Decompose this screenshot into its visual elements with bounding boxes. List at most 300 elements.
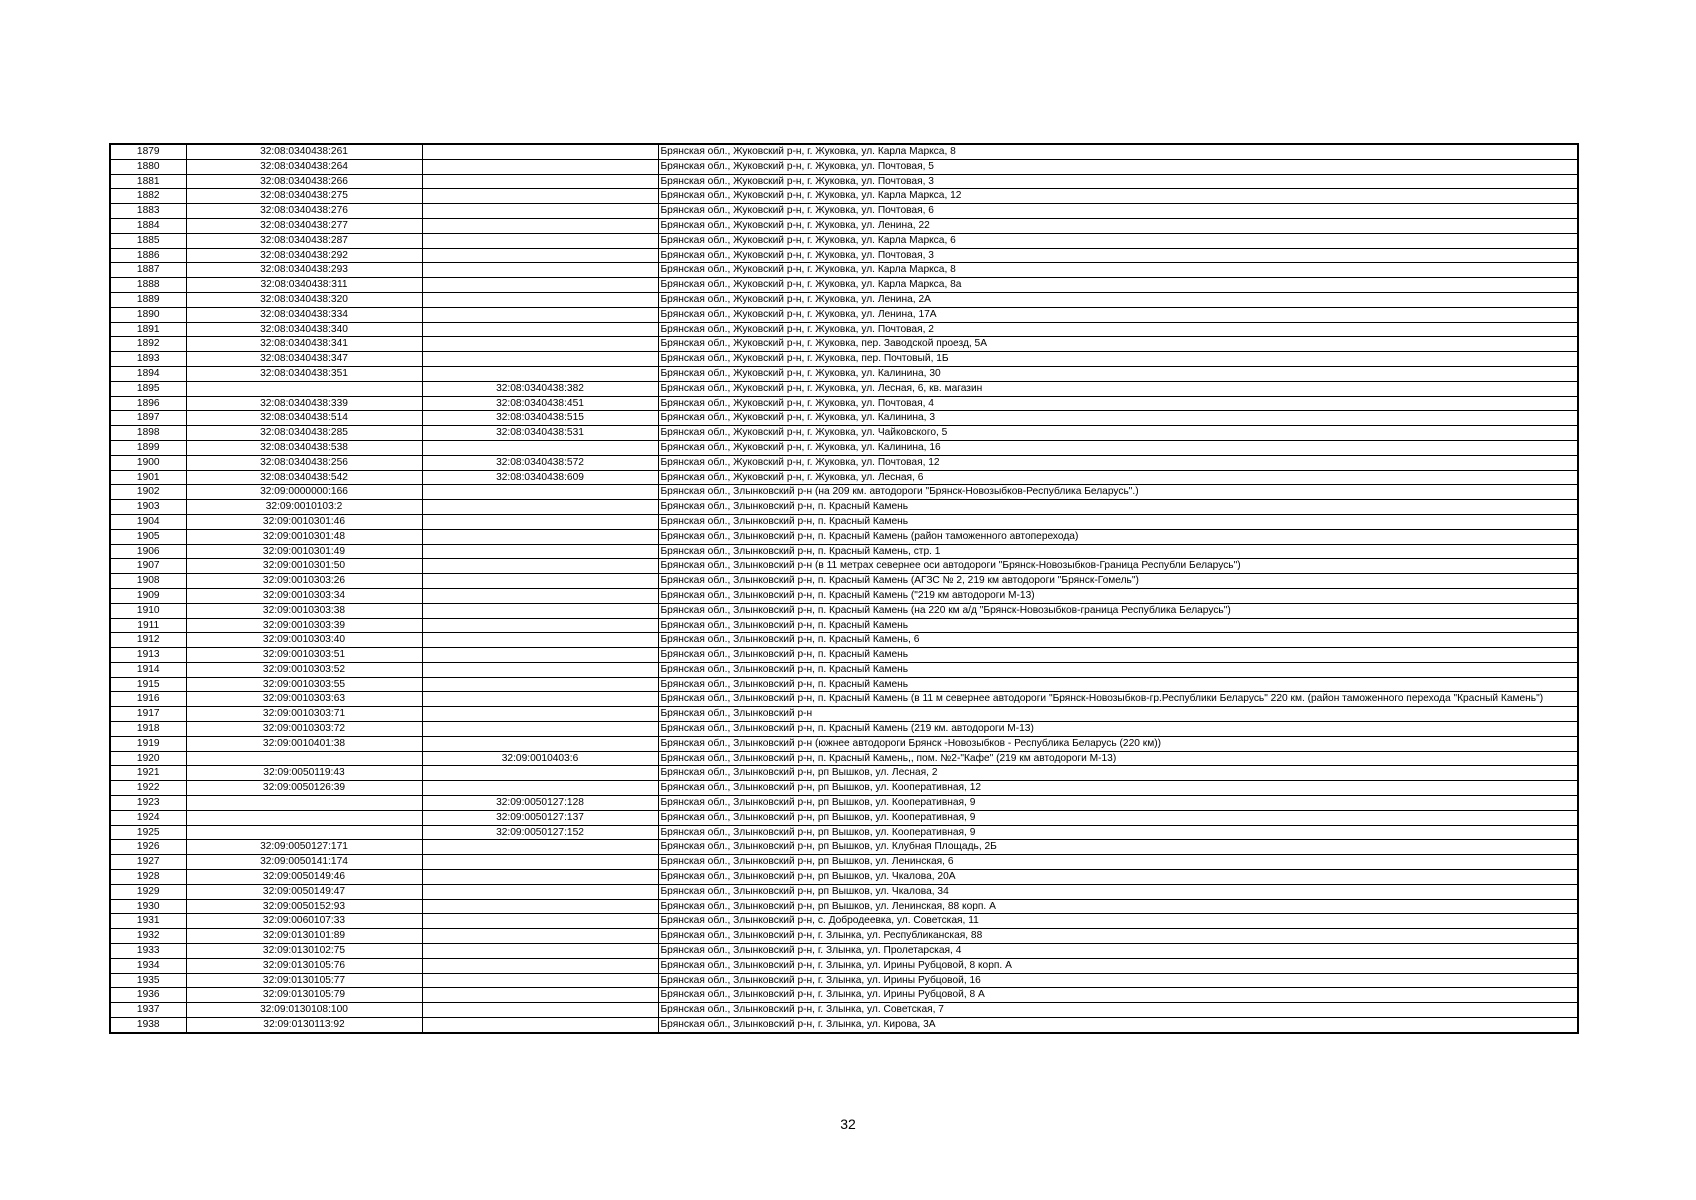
address-cell: Брянская обл., Жуковский р-н, г. Жуковка, ул. Карла Маркса, 8 <box>658 144 1578 159</box>
row-number-cell: 1914 <box>110 662 186 677</box>
address-cell: Брянская обл., Злынковский р-н, г. Злынка, ул. Ирины Рубцовой, 16 <box>658 973 1578 988</box>
table-row <box>110 144 1578 159</box>
row-number-cell: 1918 <box>110 722 186 737</box>
address-cell: Брянская обл., Злынковский р-н, рп Вышков, ул. Чкалова, 34 <box>658 884 1578 899</box>
table-row <box>110 736 1578 751</box>
cadastral-number-cell: 32:09:0130105:76 <box>186 958 422 973</box>
row-number-cell: 1897 <box>110 411 186 426</box>
address-cell: Брянская обл., Жуковский р-н, г. Жуковка, ул. Почтовая, 3 <box>658 174 1578 189</box>
related-cadastral-number-cell: 32:09:0050127:152 <box>422 825 658 840</box>
address-cell: Брянская обл., Злынковский р-н, рп Вышков, ул. Клубная Площадь, 2Б <box>658 840 1578 855</box>
address-cell: Брянская обл., Жуковский р-н, г. Жуковка, ул. Ленина, 22 <box>658 218 1578 233</box>
table-row <box>110 766 1578 781</box>
address-cell: Брянская обл., Злынковский р-н, п. Красный Камень <box>658 500 1578 515</box>
table-row <box>110 278 1578 293</box>
cadastral-number-cell: 32:08:0340438:276 <box>186 204 422 219</box>
row-number-cell: 1932 <box>110 929 186 944</box>
cadastral-number-cell: 32:08:0340438:287 <box>186 233 422 248</box>
table-row <box>110 233 1578 248</box>
row-number-cell: 1910 <box>110 603 186 618</box>
address-cell: Брянская обл., Жуковский р-н, г. Жуковка, ул. Почтовая, 4 <box>658 396 1578 411</box>
address-cell: Брянская обл., Злынковский р-н (южнее автодороги Брянск -Новозыбков - Республика Беларусь (220 км)) <box>658 736 1578 751</box>
table-row <box>110 1018 1578 1033</box>
cadastral-number-cell: 32:08:0340438:285 <box>186 426 422 441</box>
related-cadastral-number-cell <box>422 233 658 248</box>
cadastral-number-cell <box>186 796 422 811</box>
table-row <box>110 692 1578 707</box>
cadastral-number-cell: 32:08:0340438:514 <box>186 411 422 426</box>
table-row <box>110 618 1578 633</box>
related-cadastral-number-cell: 32:09:0050127:128 <box>422 796 658 811</box>
table-row <box>110 988 1578 1003</box>
cadastral-number-cell: 32:09:0050126:39 <box>186 781 422 796</box>
cadastral-number-cell: 32:09:0000000:166 <box>186 485 422 500</box>
row-number-cell: 1930 <box>110 899 186 914</box>
address-cell: Брянская обл., Жуковский р-н, г. Жуковка, ул. Карла Маркса, 8а <box>658 278 1578 293</box>
table-row <box>110 352 1578 367</box>
table-row <box>110 485 1578 500</box>
related-cadastral-number-cell <box>422 973 658 988</box>
cadastral-number-cell: 32:08:0340438:311 <box>186 278 422 293</box>
related-cadastral-number-cell <box>422 352 658 367</box>
table-row <box>110 603 1578 618</box>
related-cadastral-number-cell <box>422 189 658 204</box>
table-row <box>110 796 1578 811</box>
row-number-cell: 1938 <box>110 1018 186 1033</box>
related-cadastral-number-cell <box>422 988 658 1003</box>
cadastral-number-cell: 32:08:0340438:256 <box>186 455 422 470</box>
row-number-cell: 1927 <box>110 855 186 870</box>
table-row <box>110 855 1578 870</box>
related-cadastral-number-cell <box>422 218 658 233</box>
related-cadastral-number-cell <box>422 337 658 352</box>
table-row <box>110 899 1578 914</box>
related-cadastral-number-cell <box>422 559 658 574</box>
related-cadastral-number-cell: 32:08:0340438:572 <box>422 455 658 470</box>
related-cadastral-number-cell <box>422 707 658 722</box>
cadastral-number-cell: 32:09:0010301:50 <box>186 559 422 574</box>
row-number-cell: 1922 <box>110 781 186 796</box>
row-number-cell: 1935 <box>110 973 186 988</box>
related-cadastral-number-cell <box>422 958 658 973</box>
row-number-cell: 1881 <box>110 174 186 189</box>
cadastral-number-cell: 32:08:0340438:292 <box>186 248 422 263</box>
related-cadastral-number-cell: 32:08:0340438:451 <box>422 396 658 411</box>
related-cadastral-number-cell <box>422 440 658 455</box>
address-cell: Брянская обл., Злынковский р-н, г. Злынка, ул. Кирова, 3А <box>658 1018 1578 1033</box>
cadastral-number-cell <box>186 810 422 825</box>
related-cadastral-number-cell <box>422 648 658 663</box>
address-cell: Брянская обл., Жуковский р-н, г. Жуковка, ул. Почтовая, 5 <box>658 159 1578 174</box>
table-row <box>110 514 1578 529</box>
related-cadastral-number-cell <box>422 292 658 307</box>
cadastral-number-cell: 32:08:0340438:339 <box>186 396 422 411</box>
table-row <box>110 381 1578 396</box>
related-cadastral-number-cell: 32:09:0050127:137 <box>422 810 658 825</box>
table-row <box>110 958 1578 973</box>
related-cadastral-number-cell <box>422 529 658 544</box>
table-row <box>110 870 1578 885</box>
table-row <box>110 337 1578 352</box>
address-cell: Брянская обл., Злынковский р-н <box>658 707 1578 722</box>
cadastral-number-cell <box>186 825 422 840</box>
address-cell: Брянская обл., Жуковский р-н, г. Жуковка, ул. Калинина, 16 <box>658 440 1578 455</box>
row-number-cell: 1920 <box>110 751 186 766</box>
table-row <box>110 781 1578 796</box>
row-number-cell: 1888 <box>110 278 186 293</box>
row-number-cell: 1912 <box>110 633 186 648</box>
cadastral-number-cell <box>186 751 422 766</box>
cadastral-number-cell: 32:09:0010301:49 <box>186 544 422 559</box>
cadastral-number-cell: 32:09:0010303:26 <box>186 574 422 589</box>
cadastral-number-cell: 32:09:0130101:89 <box>186 929 422 944</box>
cadastral-number-cell: 32:09:0010303:52 <box>186 662 422 677</box>
related-cadastral-number-cell <box>422 781 658 796</box>
row-number-cell: 1889 <box>110 292 186 307</box>
table-row <box>110 884 1578 899</box>
table-row <box>110 677 1578 692</box>
related-cadastral-number-cell <box>422 618 658 633</box>
related-cadastral-number-cell <box>422 204 658 219</box>
table-row <box>110 662 1578 677</box>
related-cadastral-number-cell <box>422 366 658 381</box>
cadastral-number-cell: 32:08:0340438:341 <box>186 337 422 352</box>
cadastral-number-cell: 32:09:0010301:48 <box>186 529 422 544</box>
row-number-cell: 1901 <box>110 470 186 485</box>
row-number-cell: 1884 <box>110 218 186 233</box>
cadastral-number-cell: 32:09:0010103:2 <box>186 500 422 515</box>
row-number-cell: 1895 <box>110 381 186 396</box>
related-cadastral-number-cell <box>422 884 658 899</box>
address-cell: Брянская обл., Жуковский р-н, г. Жуковка, ул. Лесная, 6, кв. магазин <box>658 381 1578 396</box>
table-row <box>110 366 1578 381</box>
related-cadastral-number-cell <box>422 633 658 648</box>
registry-table <box>109 143 1579 1034</box>
row-number-cell: 1924 <box>110 810 186 825</box>
cadastral-number-cell: 32:08:0340438:351 <box>186 366 422 381</box>
cadastral-number-cell: 32:09:0010303:71 <box>186 707 422 722</box>
row-number-cell: 1900 <box>110 455 186 470</box>
table-row <box>110 588 1578 603</box>
address-cell: Брянская обл., Злынковский р-н, п. Красный Камень <box>658 662 1578 677</box>
address-cell: Брянская обл., Злынковский р-н (на 209 км. автодороги "Брянск-Новозыбков-Республика Беларусь".) <box>658 485 1578 500</box>
row-number-cell: 1904 <box>110 514 186 529</box>
table-row <box>110 440 1578 455</box>
related-cadastral-number-cell <box>422 1018 658 1033</box>
row-number-cell: 1891 <box>110 322 186 337</box>
table-row <box>110 574 1578 589</box>
row-number-cell: 1933 <box>110 944 186 959</box>
row-number-cell: 1929 <box>110 884 186 899</box>
cadastral-number-cell: 32:09:0010303:51 <box>186 648 422 663</box>
address-cell: Брянская обл., Жуковский р-н, г. Жуковка, ул. Калинина, 30 <box>658 366 1578 381</box>
address-cell: Брянская обл., Злынковский р-н, г. Злынка, ул. Ирины Рубцовой, 8 А <box>658 988 1578 1003</box>
row-number-cell: 1909 <box>110 588 186 603</box>
address-cell: Брянская обл., Злынковский р-н, рп Вышков, ул. Ленинская, 88 корп. А <box>658 899 1578 914</box>
cadastral-number-cell: 32:08:0340438:264 <box>186 159 422 174</box>
row-number-cell: 1906 <box>110 544 186 559</box>
related-cadastral-number-cell: 32:08:0340438:531 <box>422 426 658 441</box>
table-row <box>110 322 1578 337</box>
cadastral-number-cell: 32:09:0010303:40 <box>186 633 422 648</box>
table-row <box>110 248 1578 263</box>
table-row <box>110 914 1578 929</box>
row-number-cell: 1880 <box>110 159 186 174</box>
related-cadastral-number-cell <box>422 485 658 500</box>
address-cell: Брянская обл., Жуковский р-н, г. Жуковка, ул. Карла Маркса, 12 <box>658 189 1578 204</box>
table-row <box>110 973 1578 988</box>
related-cadastral-number-cell <box>422 588 658 603</box>
related-cadastral-number-cell <box>422 263 658 278</box>
row-number-cell: 1915 <box>110 677 186 692</box>
table-row <box>110 470 1578 485</box>
address-cell: Брянская обл., Жуковский р-н, г. Жуковка, ул. Почтовая, 2 <box>658 322 1578 337</box>
table-row <box>110 633 1578 648</box>
address-cell: Брянская обл., Жуковский р-н, г. Жуковка, пер. Почтовый, 1Б <box>658 352 1578 367</box>
cadastral-number-cell: 32:09:0010401:38 <box>186 736 422 751</box>
table-row <box>110 944 1578 959</box>
table-row <box>110 159 1578 174</box>
cadastral-number-cell: 32:08:0340438:277 <box>186 218 422 233</box>
cadastral-number-cell: 32:09:0010303:72 <box>186 722 422 737</box>
row-number-cell: 1885 <box>110 233 186 248</box>
cadastral-number-cell: 32:09:0010303:39 <box>186 618 422 633</box>
address-cell: Брянская обл., Злынковский р-н, г. Злынка, ул. Советская, 7 <box>658 1003 1578 1018</box>
related-cadastral-number-cell <box>422 307 658 322</box>
address-cell: Брянская обл., Злынковский р-н, п. Красный Камень ("219 км автодороги М-13) <box>658 588 1578 603</box>
row-number-cell: 1903 <box>110 500 186 515</box>
page-number: 32 <box>840 1116 856 1132</box>
address-cell: Брянская обл., Злынковский р-н, п. Красный Камень,, пом. №2-"Кафе" (219 км автодороги М-13) <box>658 751 1578 766</box>
related-cadastral-number-cell <box>422 855 658 870</box>
address-cell: Брянская обл., Злынковский р-н, п. Красный Камень <box>658 514 1578 529</box>
address-cell: Брянская обл., Злынковский р-н, п. Красный Камень (на 220 км а/д "Брянск-Новозыбков-граница Республика Беларусь") <box>658 603 1578 618</box>
related-cadastral-number-cell <box>422 544 658 559</box>
cadastral-number-cell: 32:09:0050127:171 <box>186 840 422 855</box>
address-cell: Брянская обл., Злынковский р-н, п. Красный Камень <box>658 677 1578 692</box>
address-cell: Брянская обл., Жуковский р-н, г. Жуковка, ул. Почтовая, 6 <box>658 204 1578 219</box>
address-cell: Брянская обл., Жуковский р-н, г. Жуковка, ул. Карла Маркса, 8 <box>658 263 1578 278</box>
row-number-cell: 1879 <box>110 144 186 159</box>
related-cadastral-number-cell <box>422 899 658 914</box>
table-row <box>110 529 1578 544</box>
related-cadastral-number-cell <box>422 159 658 174</box>
row-number-cell: 1893 <box>110 352 186 367</box>
table-row <box>110 292 1578 307</box>
row-number-cell: 1907 <box>110 559 186 574</box>
row-number-cell: 1890 <box>110 307 186 322</box>
table-row <box>110 722 1578 737</box>
address-cell: Брянская обл., Жуковский р-н, г. Жуковка, пер. Заводской проезд, 5А <box>658 337 1578 352</box>
related-cadastral-number-cell <box>422 322 658 337</box>
cadastral-number-cell: 32:09:0130105:77 <box>186 973 422 988</box>
cadastral-number-cell: 32:08:0340438:538 <box>186 440 422 455</box>
related-cadastral-number-cell <box>422 736 658 751</box>
row-number-cell: 1921 <box>110 766 186 781</box>
cadastral-number-cell: 32:08:0340438:334 <box>186 307 422 322</box>
related-cadastral-number-cell <box>422 500 658 515</box>
cadastral-number-cell: 32:09:0050149:46 <box>186 870 422 885</box>
table-row <box>110 307 1578 322</box>
table-row <box>110 840 1578 855</box>
address-cell: Брянская обл., Злынковский р-н, п. Красный Камень <box>658 648 1578 663</box>
row-number-cell: 1917 <box>110 707 186 722</box>
cadastral-number-cell: 32:08:0340438:275 <box>186 189 422 204</box>
related-cadastral-number-cell <box>422 766 658 781</box>
table-row <box>110 648 1578 663</box>
cadastral-number-cell: 32:09:0130102:75 <box>186 944 422 959</box>
row-number-cell: 1899 <box>110 440 186 455</box>
row-number-cell: 1911 <box>110 618 186 633</box>
address-cell: Брянская обл., Жуковский р-н, г. Жуковка, ул. Чайковского, 5 <box>658 426 1578 441</box>
cadastral-number-cell: 32:08:0340438:293 <box>186 263 422 278</box>
row-number-cell: 1908 <box>110 574 186 589</box>
related-cadastral-number-cell <box>422 144 658 159</box>
row-number-cell: 1892 <box>110 337 186 352</box>
row-number-cell: 1919 <box>110 736 186 751</box>
row-number-cell: 1931 <box>110 914 186 929</box>
cadastral-number-cell: 32:09:0050119:43 <box>186 766 422 781</box>
table-row <box>110 1003 1578 1018</box>
row-number-cell: 1916 <box>110 692 186 707</box>
row-number-cell: 1902 <box>110 485 186 500</box>
table-row <box>110 544 1578 559</box>
address-cell: Брянская обл., Злынковский р-н, г. Злынка, ул. Пролетарская, 4 <box>658 944 1578 959</box>
row-number-cell: 1936 <box>110 988 186 1003</box>
related-cadastral-number-cell <box>422 514 658 529</box>
cadastral-number-cell: 32:09:0010301:46 <box>186 514 422 529</box>
related-cadastral-number-cell <box>422 944 658 959</box>
related-cadastral-number-cell <box>422 722 658 737</box>
address-cell: Брянская обл., Жуковский р-н, г. Жуковка, ул. Калинина, 3 <box>658 411 1578 426</box>
row-number-cell: 1928 <box>110 870 186 885</box>
row-number-cell: 1934 <box>110 958 186 973</box>
cadastral-number-cell: 32:08:0340438:266 <box>186 174 422 189</box>
address-cell: Брянская обл., Злынковский р-н, п. Красный Камень, стр. 1 <box>658 544 1578 559</box>
address-cell: Брянская обл., Злынковский р-н, с. Добродеевка, ул. Советская, 11 <box>658 914 1578 929</box>
row-number-cell: 1926 <box>110 840 186 855</box>
table-row <box>110 411 1578 426</box>
cadastral-number-cell: 32:08:0340438:347 <box>186 352 422 367</box>
cadastral-number-cell <box>186 381 422 396</box>
related-cadastral-number-cell <box>422 574 658 589</box>
address-cell: Брянская обл., Злынковский р-н, п. Красный Камень, 6 <box>658 633 1578 648</box>
table-row <box>110 500 1578 515</box>
address-cell: Брянская обл., Злынковский р-н, г. Злынка, ул. Ирины Рубцовой, 8 корп. А <box>658 958 1578 973</box>
address-cell: Брянская обл., Злынковский р-н, рп Вышков, ул. Кооперативная, 9 <box>658 810 1578 825</box>
table-row <box>110 263 1578 278</box>
address-cell: Брянская обл., Жуковский р-н, г. Жуковка, ул. Карла Маркса, 6 <box>658 233 1578 248</box>
cadastral-number-cell: 32:08:0340438:261 <box>186 144 422 159</box>
table-row <box>110 174 1578 189</box>
address-cell: Брянская обл., Злынковский р-н, рп Вышков, ул. Ленинская, 6 <box>658 855 1578 870</box>
related-cadastral-number-cell: 32:08:0340438:515 <box>422 411 658 426</box>
related-cadastral-number-cell <box>422 662 658 677</box>
row-number-cell: 1882 <box>110 189 186 204</box>
cadastral-number-cell: 32:09:0050149:47 <box>186 884 422 899</box>
row-number-cell: 1913 <box>110 648 186 663</box>
related-cadastral-number-cell <box>422 278 658 293</box>
related-cadastral-number-cell <box>422 677 658 692</box>
address-cell: Брянская обл., Злынковский р-н, рп Вышков, ул. Кооперативная, 9 <box>658 825 1578 840</box>
address-cell: Брянская обл., Злынковский р-н, п. Красный Камень <box>658 618 1578 633</box>
address-cell: Брянская обл., Жуковский р-н, г. Жуковка, ул. Ленина, 17А <box>658 307 1578 322</box>
cadastral-number-cell: 32:08:0340438:340 <box>186 322 422 337</box>
related-cadastral-number-cell <box>422 692 658 707</box>
table-row <box>110 559 1578 574</box>
table-row <box>110 810 1578 825</box>
address-cell: Брянская обл., Злынковский р-н, г. Злынка, ул. Республиканская, 88 <box>658 929 1578 944</box>
table-row <box>110 929 1578 944</box>
cadastral-number-cell: 32:09:0050141:174 <box>186 855 422 870</box>
related-cadastral-number-cell <box>422 174 658 189</box>
related-cadastral-number-cell <box>422 870 658 885</box>
table-row <box>110 825 1578 840</box>
row-number-cell: 1937 <box>110 1003 186 1018</box>
cadastral-number-cell: 32:09:0010303:38 <box>186 603 422 618</box>
address-cell: Брянская обл., Жуковский р-н, г. Жуковка, ул. Лесная, 6 <box>658 470 1578 485</box>
address-cell: Брянская обл., Жуковский р-н, г. Жуковка, ул. Почтовая, 12 <box>658 455 1578 470</box>
related-cadastral-number-cell: 32:09:0010403:6 <box>422 751 658 766</box>
related-cadastral-number-cell <box>422 603 658 618</box>
address-cell: Брянская обл., Злынковский р-н, рп Вышков, ул. Лесная, 2 <box>658 766 1578 781</box>
address-cell: Брянская обл., Злынковский р-н, рп Вышков, ул. Чкалова, 20А <box>658 870 1578 885</box>
row-number-cell: 1923 <box>110 796 186 811</box>
related-cadastral-number-cell <box>422 914 658 929</box>
address-cell: Брянская обл., Злынковский р-н, рп Вышков, ул. Кооперативная, 9 <box>658 796 1578 811</box>
row-number-cell: 1886 <box>110 248 186 263</box>
cadastral-number-cell: 32:08:0340438:542 <box>186 470 422 485</box>
cadastral-number-cell: 32:09:0010303:63 <box>186 692 422 707</box>
row-number-cell: 1896 <box>110 396 186 411</box>
cadastral-number-cell: 32:09:0050152:93 <box>186 899 422 914</box>
related-cadastral-number-cell <box>422 840 658 855</box>
address-cell: Брянская обл., Злынковский р-н, п. Красный Камень (район таможенного автоперехода) <box>658 529 1578 544</box>
address-cell: Брянская обл., Злынковский р-н (в 11 метрах севернее оси автодороги "Брянск-Новозыбков-Граница Республи Беларусь") <box>658 559 1578 574</box>
table-row <box>110 189 1578 204</box>
row-number-cell: 1883 <box>110 204 186 219</box>
address-cell: Брянская обл., Жуковский р-н, г. Жуковка, ул. Ленина, 2А <box>658 292 1578 307</box>
cadastral-number-cell: 32:09:0130105:79 <box>186 988 422 1003</box>
cadastral-number-cell: 32:09:0130108:100 <box>186 1003 422 1018</box>
address-cell: Брянская обл., Злынковский р-н, п. Красный Камень (219 км. автодороги М-13) <box>658 722 1578 737</box>
row-number-cell: 1905 <box>110 529 186 544</box>
address-cell: Брянская обл., Жуковский р-н, г. Жуковка, ул. Почтовая, 3 <box>658 248 1578 263</box>
cadastral-number-cell: 32:08:0340438:320 <box>186 292 422 307</box>
related-cadastral-number-cell: 32:08:0340438:382 <box>422 381 658 396</box>
registry-table-body <box>110 144 1578 1033</box>
row-number-cell: 1887 <box>110 263 186 278</box>
cadastral-number-cell: 32:09:0060107:33 <box>186 914 422 929</box>
row-number-cell: 1894 <box>110 366 186 381</box>
table-row <box>110 751 1578 766</box>
row-number-cell: 1925 <box>110 825 186 840</box>
table-row <box>110 204 1578 219</box>
table-row <box>110 707 1578 722</box>
table-row <box>110 396 1578 411</box>
related-cadastral-number-cell <box>422 248 658 263</box>
table-row <box>110 218 1578 233</box>
cadastral-number-cell: 32:09:0010303:34 <box>186 588 422 603</box>
related-cadastral-number-cell <box>422 929 658 944</box>
address-cell: Брянская обл., Злынковский р-н, п. Красный Камень (в 11 м севернее автодороги "Брянск-Новозыбков-гр.Республики Беларусь" 220 км. (район таможенного перехода "Красный Камень") <box>658 692 1578 707</box>
cadastral-number-cell: 32:09:0130113:92 <box>186 1018 422 1033</box>
related-cadastral-number-cell <box>422 1003 658 1018</box>
related-cadastral-number-cell: 32:08:0340438:609 <box>422 470 658 485</box>
cadastral-number-cell: 32:09:0010303:55 <box>186 677 422 692</box>
table-row <box>110 426 1578 441</box>
table-row <box>110 455 1578 470</box>
